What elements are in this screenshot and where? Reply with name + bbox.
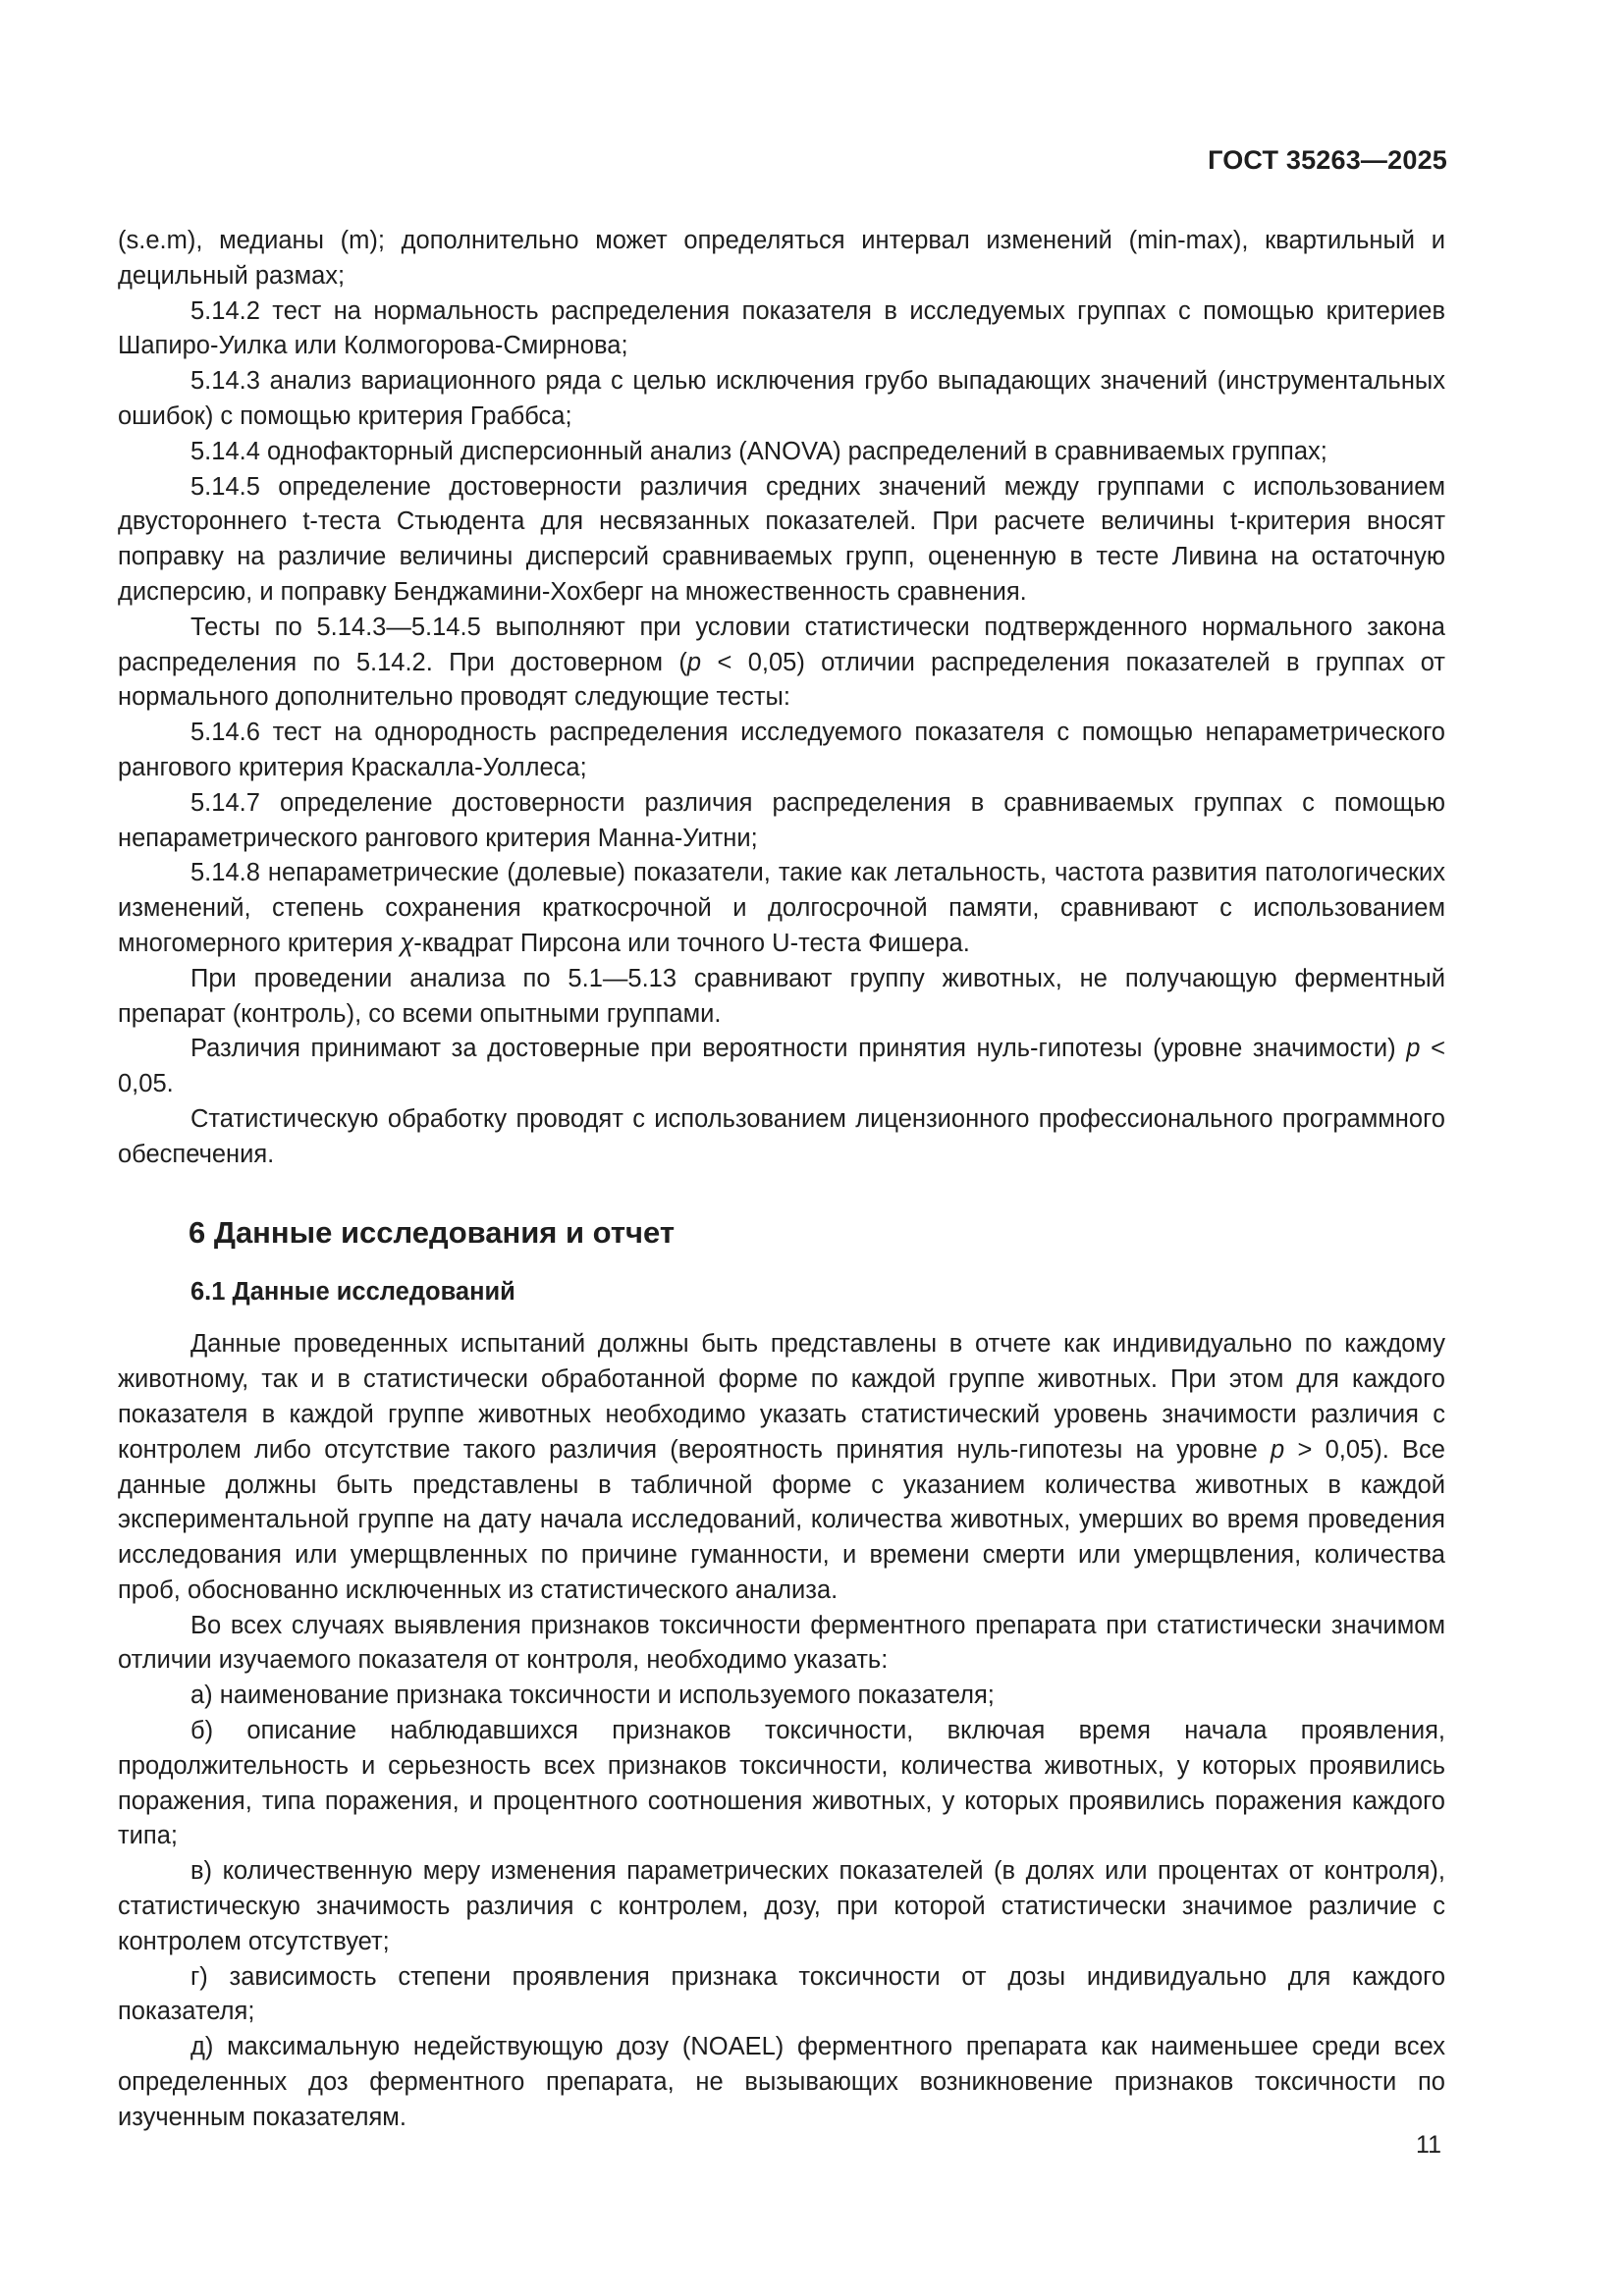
- tests-text-end: < 0,05) отличии распределения показателей в группах от нормального дополнительно проводят следующие тесты:: [118, 648, 1445, 712]
- paragraph-tests-condition: [118, 611, 1445, 716]
- list-item-a: а) наименование признака токсичности и используемого показателя;: [190, 1682, 995, 1710]
- paragraph-5-14-4: 5.14.4 однофакторный дисперсионный анализ (ANOVA) распределений в сравниваемых группах;: [190, 437, 1327, 465]
- p-symbol: p: [686, 648, 702, 676]
- document-body: [118, 224, 1445, 2136]
- p-symbol: p: [1271, 1435, 1285, 1464]
- list-item-v: в) количественную меру изменения параметрических показателей (в долях или процентах от контроля), статистическую значимость различия с контролем, дозу, при которой статистически значимое различие с контролем отсутствует;: [118, 1857, 1445, 1955]
- paragraph-significance: [118, 1032, 1445, 1102]
- paragraph-5-14-5: 5.14.5 определение достоверности различия средних значений между группами с использованием двустороннего t-теста Стьюдента для несвязанных показателей. При расчете величины t-критерия вносят поправку на различие величины дисперсий сравниваемых групп, оцененную в тесте Ливина на остаточную дисперсию, и поправку Бенджамини-Хохберг на множественность сравнения.: [118, 472, 1445, 606]
- item-5-14-8-end: -квадрат Пирсона или точного U-теста Фишера.: [413, 929, 970, 957]
- tests-text-start: Тесты по 5.14.3—5.14.5 выполняют при условии статистически подтвержденного нормального закона распределения по 5.14.2. При достоверном (: [118, 613, 1445, 676]
- paragraph-toxicity-cases: Во всех случаях выявления признаков токсичности ферментного препарата при статистически значимом отличии изучаемого показателя от контроля, необходимо указать:: [118, 1611, 1445, 1675]
- page-number: 11: [1416, 2131, 1441, 2159]
- paragraph-5-14-7: 5.14.7 определение достоверности различия распределения в сравниваемых группах с помощью непараметрического рангового критерия Манна-Уитни;: [118, 788, 1445, 852]
- paragraph-continuation-sem: (s.e.m), медианы (m); дополнительно может определяться интервал изменений (min-max), квартильный и децильный размах;: [118, 227, 1445, 290]
- document-code-header: ГОСТ 35263—2025: [1208, 145, 1447, 175]
- list-item-d: д) максимальную недействующую дозу (NOAEL) ферментного препарата как наименьшее среди всех определенных доз ферментного препарата, не вызывающих возникновение признаков токсичности по изученным показателям.: [118, 2033, 1445, 2131]
- list-item-b: б) описание наблюдавшихся признаков токсичности, включая время начала проявления, продолжительность и серьезность всех признаков токсичности, количества животных, у которых проявились поражения, типа поражения, и процентного соотношения животных, у которых проявились поражения каждого типа;: [118, 1717, 1445, 1850]
- data-report-text-end: > 0,05). Все данные должны быть представлены в табличной форме с указанием количества животных в каждой экспериментальной группе на дату начала исследований, количества животных, умерших во время проведения исследования или умерщвленных по причине гуманности, и времени смерти или умерщвления, количества проб, обоснованно исключенных из статистического анализа.: [118, 1435, 1445, 1604]
- section-6-title: 6 Данные исследования и отчет: [189, 1214, 676, 1250]
- paragraph-data-report: [118, 1327, 1445, 1608]
- data-report-text-start: Данные проведенных испытаний должны быть представлены в отчете как индивидуально по каждому животному, так и в статистически обработанной форме по каждой группе животных. При этом для каждого показателя в каждой группе животных необходимо указать статистический уровень значимости различия с контролем либо отсутствие такого различия (вероятность принятия нуль-гипотезы на уровне: [118, 1330, 1445, 1464]
- paragraph-control-comparison: При проведении анализа по 5.1—5.13 сравнивают группу животных, не получающую ферментный препарат (контроль), со всеми опытными группами.: [118, 964, 1445, 1028]
- item-5-14-8-start: 5.14.8 непараметрические (долевые) показатели, такие как летальность, частота развития патологических изменений, степень сохранения краткосрочной и долгосрочной памяти, сравнивают с использованием многомерного критерия: [118, 859, 1445, 957]
- subsection-6-1-title: 6.1 Данные исследований: [190, 1277, 515, 1306]
- p-symbol: p: [1406, 1035, 1421, 1063]
- significance-text-start: Различия принимают за достоверные при вероятности принятия нуль-гипотезы (уровне значимости): [190, 1035, 1407, 1063]
- chi-symbol: χ: [400, 929, 414, 957]
- paragraph-5-14-8: [118, 856, 1445, 961]
- significance-text-end: < 0,05.: [118, 1035, 1445, 1098]
- paragraph-5-14-6: 5.14.6 тест на однородность распределения исследуемого показателя с помощью непараметрического рангового критерия Краскалла-Уоллеса;: [118, 719, 1445, 781]
- paragraph-software: Статистическую обработку проводят с использованием лицензионного профессионального программного обеспечения.: [118, 1104, 1445, 1168]
- paragraph-5-14-2: 5.14.2 тест на нормальность распределения показателя в исследуемых группах с помощью критериев Шапиро-Уилка или Колмогорова-Смирнова;: [118, 296, 1445, 360]
- paragraph-5-14-3: 5.14.3 анализ вариационного ряда с целью исключения грубо выпадающих значений (инструментальных ошибок) с помощью критерия Граббса;: [118, 367, 1445, 430]
- list-item-g: г) зависимость степени проявления признака токсичности от дозы индивидуально для каждого показателя;: [118, 1962, 1445, 2026]
